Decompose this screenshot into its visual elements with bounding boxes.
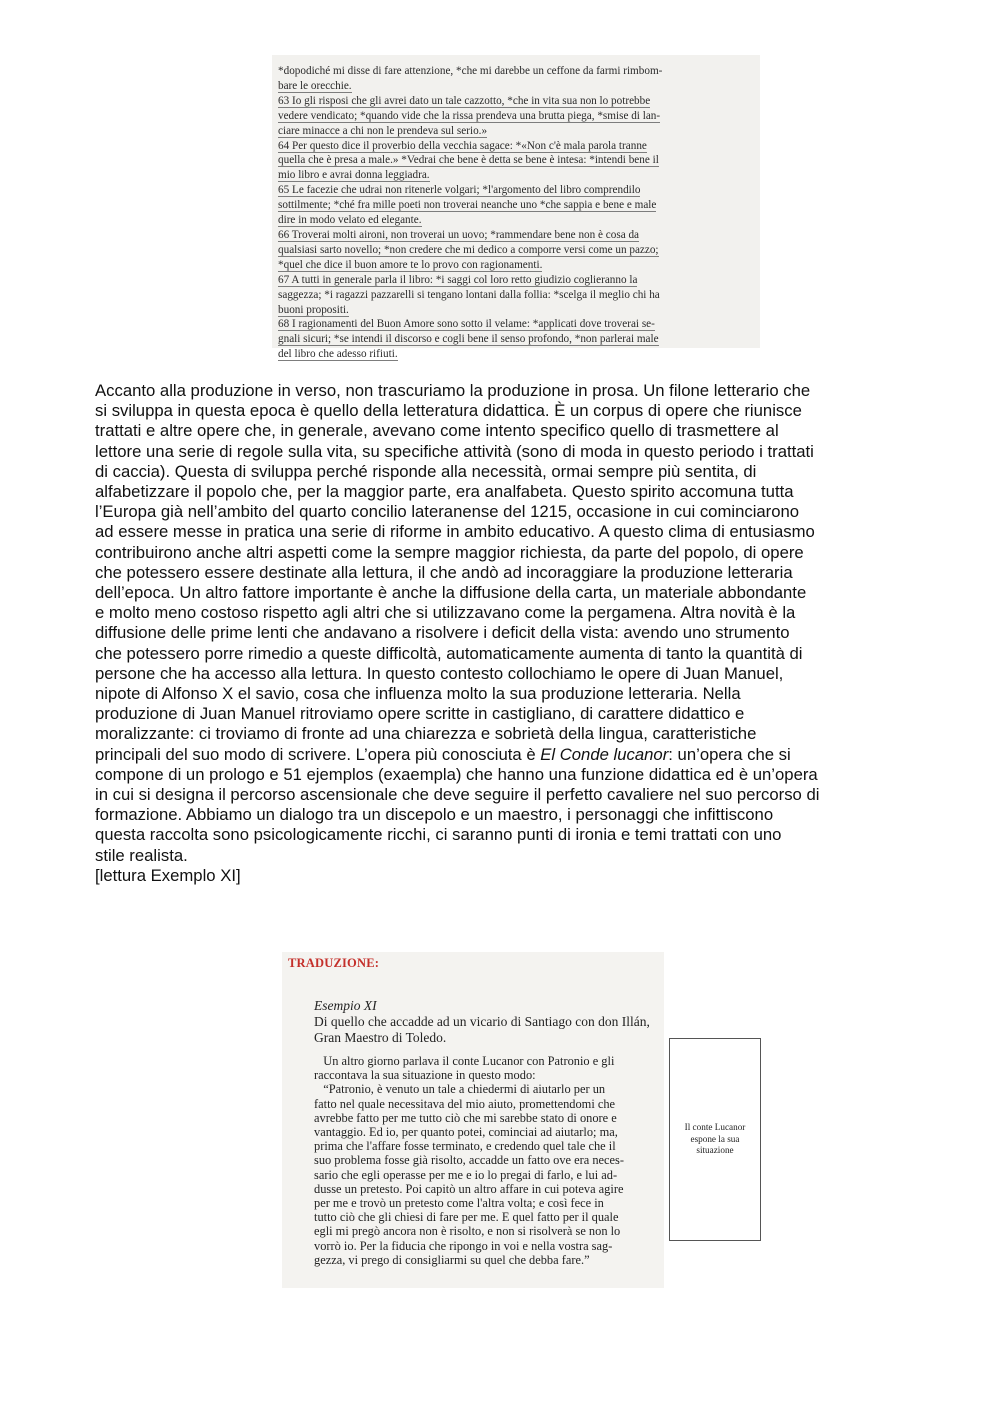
prose-line: [95, 724, 915, 744]
margin-note-box: [669, 1038, 761, 1241]
translation-line: sario che egli operasse per me e io lo pregai di farlo, e lui ad-: [314, 1167, 618, 1182]
prose-line-text: Accanto alla produzione in verso, non trascuriamo la produzione in prosa. Un filone letterario che: [95, 381, 811, 400]
excerpt-line-text: buoni propositi.: [278, 303, 349, 316]
prose-line-text: diffusione delle prime lenti che andavano a risolvere i deficit della vista: avendo uno strumento: [95, 623, 790, 643]
excerpt-line: [278, 213, 752, 228]
prose-line-text: principali del suo modo di scrivere. L’opera più conosciuta è: [95, 744, 541, 764]
excerpt-line: [278, 109, 752, 124]
prose-line: [95, 401, 915, 421]
prose-line: [95, 644, 915, 664]
prose-line: [95, 664, 915, 684]
prose-line-text: questa raccolta sono psicologicamente ricchi, ci saranno punti di ironia e temi trattati con uno: [95, 825, 782, 845]
excerpt-line: [278, 243, 752, 258]
excerpt-line-text: sottilmente; *ché fra mille poeti non troverai neanche uno *che sappia e bene e male: [278, 199, 657, 212]
excerpt-line-text: 65 Le facezie che udrai non ritenerle volgari; *l'argomento del libro comprendilo: [278, 184, 641, 197]
prose-line-text: compone di un prologo e 51 ejemplos (exaempla) che hanno una funzione didattica ed è un’opera: [95, 764, 818, 784]
example-title: [314, 998, 650, 1045]
prose-line: [95, 825, 915, 845]
excerpt-line-text: gnali sicuri; *se intendi il discorso e cogli bene il senso profondo, *non parlerai male: [278, 333, 659, 346]
prose-line: [95, 482, 915, 502]
excerpt-line-text: *quel che dice il buon amore te lo provo con ragionamenti.: [278, 258, 543, 271]
translation-line: gezza, vi prego di consigliarmi su quel che debba fare.”: [314, 1252, 590, 1267]
translation-line: Un altro giorno parlava il conte Lucanor con Patronio e gli: [314, 1054, 615, 1068]
prose-line: [95, 563, 915, 583]
margin-note-text: Il conte Lucanor espone la sua situazione: [684, 1122, 746, 1156]
prose-line-text: di caccia). Questa di sviluppa perché risponde alla necessità, ormai sempre più sentita, di: [95, 461, 757, 481]
prose-line: [95, 421, 915, 441]
excerpt-line-text: 66 Troverai molti aironi, non troverai un uovo; *rammendare bene non è cosa da: [278, 228, 640, 241]
prose-line-text: : un’opera che si: [668, 744, 791, 764]
work-title: El Conde lucanor: [540, 744, 669, 764]
excerpt-line-text: 64 Per questo dice il proverbio della vecchia sagace: *«Non c'è mala parola tranne: [278, 139, 647, 152]
excerpt-line: [278, 139, 752, 154]
excerpt-line-text: ciare minacce a chi non le prendeva sul serio.»: [278, 124, 488, 137]
translation-line: “Patronio, è venuto un tale a chiedermi di aiutarlo per un: [314, 1082, 606, 1097]
translation-line: vorrò io. Per la fiducia che ripongo in voi e nella vostra sag-: [314, 1238, 613, 1253]
excerpt-line: [278, 198, 752, 213]
prose-line: [95, 583, 915, 603]
prose-line: [95, 745, 915, 765]
prose-line-text: alfabetizzare il popolo che, per la maggior parte, era analfabeta. Questo spirito accomuna tutta: [95, 482, 794, 502]
excerpt-line: [278, 347, 752, 362]
excerpt-line: [278, 64, 752, 79]
excerpt-line-text: 68 I ragionamenti del Buon Amore sono sotto il velame: *applicati dove troverai se-: [278, 318, 655, 331]
prose-line-text: contribuirono anche altri aspetti come la sempre maggior richiesta, da parte del popolo, di opere: [95, 542, 804, 562]
translation-line: tutto ciò che gli chiesi di fare per me. E quel fatto per il quale: [314, 1210, 619, 1225]
prose-line: [95, 623, 915, 643]
excerpt-line: [278, 273, 752, 288]
prose-line-text: e molto meno costoso rispetto agli altri che si utilizzavano come la pergamena. Altra novità è la: [95, 603, 796, 623]
scanned-excerpt-image: [272, 55, 760, 361]
excerpt-line: [278, 168, 752, 183]
prose-line-text: trattati e altre opere che, in generale, avevano come intento specifico quello di trasmettere al: [95, 421, 779, 441]
prose-line-text: produzione di Juan Manuel ritroviamo opere scritte in castigliano, di carattere didattico e: [95, 704, 745, 724]
example-body: [314, 1054, 654, 1267]
excerpt-line-text: saggezza; *i ragazzi pazzarelli si tengano lontani dalla follia: *scelga il meglio chi ha: [278, 288, 660, 301]
excerpt-line: [278, 124, 752, 139]
excerpt-line-text: del libro che adesso rifiuti.: [278, 348, 398, 361]
prose-line-text: persone che ha accesso alla lettura. In questo contesto collochiamo le opere di Juan Manuel,: [95, 663, 784, 683]
excerpt-line: [278, 317, 752, 332]
excerpt-line: [278, 288, 752, 303]
prose-line: [95, 805, 915, 825]
prose-line-text: l’Europa già nell’ambito del quarto concilio lateranense del 1215, occasione in cui cominciarono: [95, 502, 800, 522]
prose-line: [95, 684, 915, 704]
prose-line: [95, 442, 915, 462]
translation-line: prima che l'affare fosse terminato, e credendo quel tale che il: [314, 1139, 616, 1154]
prose-line: [95, 866, 915, 886]
prose-line: [95, 846, 915, 866]
prose-line-text: lettore una serie di regole sulla vita, su specifiche attività (sono di moda in questo periodo i trattati: [95, 441, 814, 461]
prose-line: [95, 543, 915, 563]
prose-line: [95, 603, 915, 623]
prose-line: [95, 381, 915, 401]
prose-line: [95, 522, 915, 542]
excerpt-line-text: quella che è presa a male.» *Vedrai che bene è detta se bene è intesa: *intendi bene il: [278, 154, 659, 167]
excerpt-line-text: dire in modo velato ed elegante.: [278, 214, 422, 227]
translation-line: raccontava la sua situazione in questo modo:: [314, 1068, 536, 1083]
excerpt-line: [278, 332, 752, 347]
prose-line-text: [lettura Exemplo XI]: [95, 865, 241, 885]
prose-line: [95, 765, 915, 785]
translation-line: fatto nel quale necessitava del mio aiuto, promettendomi che: [314, 1096, 616, 1111]
excerpt-line-text: *dopodiché mi disse di fare attenzione, *che mi darebbe un ceffone da farmi rimbom-: [278, 65, 663, 77]
translation-line: egli mi pregò ancora non è risolto, e non si risolverà se non lo: [314, 1224, 621, 1239]
translation-line: dusse un pretesto. Poi capitò un altro affare in cui poteva agire: [314, 1181, 624, 1196]
prose-line: [95, 785, 915, 805]
example-title-line-2: Gran Maestro di Toledo.: [314, 1029, 447, 1045]
prose-line-text: in cui si designa il percorso ascensionale che deve seguire il perfetto cavaliere nel suo percorso di: [95, 785, 820, 805]
prose-line-text: nipote di Alfonso X el savio, cosa che influenza molto la sua produzione letteraria. Nella: [95, 684, 741, 704]
translation-line: suo problema fosse già risolto, accadde un fatto ove era neces-: [314, 1153, 624, 1168]
prose-line-text: che potessero porre rimedio a queste difficoltà, automaticamente aumenta di tanto la quantità di: [95, 643, 803, 663]
translation-line: per me e trovò un pretesto come l'altra volta; e così fece in: [314, 1196, 604, 1211]
example-label: Esempio XI: [314, 998, 377, 1013]
excerpt-line: [278, 228, 752, 243]
excerpt-line-text: 63 Io gli risposi che gli avrei dato un tale cazzotto, *che in vita sua non lo potrebbe: [278, 94, 651, 107]
excerpt-line-text: qualsiasi sarto novello; *non credere che mi dedico a comporre versi come un pazzo;: [278, 243, 659, 256]
excerpt-line-text: vedere vendicato; *quando vide che la rissa prendeva una brutta piega, *smise di lan-: [278, 109, 661, 122]
prose-line-text: che potessero essere destinate alla lettura, il che andò ad incoraggiare la produzione letteraria: [95, 562, 793, 582]
excerpt-line: [278, 79, 752, 94]
prose-line: [95, 704, 915, 724]
prose-line: [95, 502, 915, 522]
excerpt-line-text: bare le orecchie.: [278, 79, 352, 92]
excerpt-line: [278, 303, 752, 318]
excerpt-line: [278, 94, 752, 109]
prose-line-text: dell’epoca. Un altro fattore importante è anche la diffusione della carta, un materiale abbondante: [95, 583, 807, 603]
excerpt-line: [278, 153, 752, 168]
translation-heading: TRADUZIONE:: [288, 956, 380, 970]
prose-line: [95, 462, 915, 482]
main-prose: [95, 381, 915, 886]
excerpt-line: [278, 258, 752, 273]
excerpt-line-text: 67 A tutti in generale parla il libro: *i saggi col loro retto giudizio coglieranno la: [278, 273, 638, 286]
example-title-line-1: Di quello che accadde ad un vicario di Santiago con don Illán,: [314, 1013, 650, 1029]
excerpt-line-text: mio libro e avrai donna leggiadra.: [278, 169, 430, 182]
prose-line-text: si sviluppa in questa epoca è quello della letteratura didattica. È un corpus di opere che riunisce: [95, 401, 802, 421]
translation-line: avrebbe fatto per me tutto ciò che mi sarebbe stato di onore e: [314, 1110, 617, 1125]
prose-line-text: ad essere messe in pratica una serie di riforme in ambito educativo. A questo clima di entusiasmo: [95, 522, 815, 542]
prose-line-text: moralizzante: ci troviamo di fronte ad una chiarezza e sobrietà della lingua, caratteristiche: [95, 724, 757, 744]
prose-line-text: stile realista.: [95, 845, 188, 865]
excerpt-line: [278, 183, 752, 198]
translation-line: vantaggio. Ed io, per quanto potei, cominciai ad aiutarlo; ma,: [314, 1125, 618, 1140]
prose-line-text: formazione. Abbiamo un dialogo tra un discepolo e un maestro, i personaggi che infittiscono: [95, 805, 774, 825]
